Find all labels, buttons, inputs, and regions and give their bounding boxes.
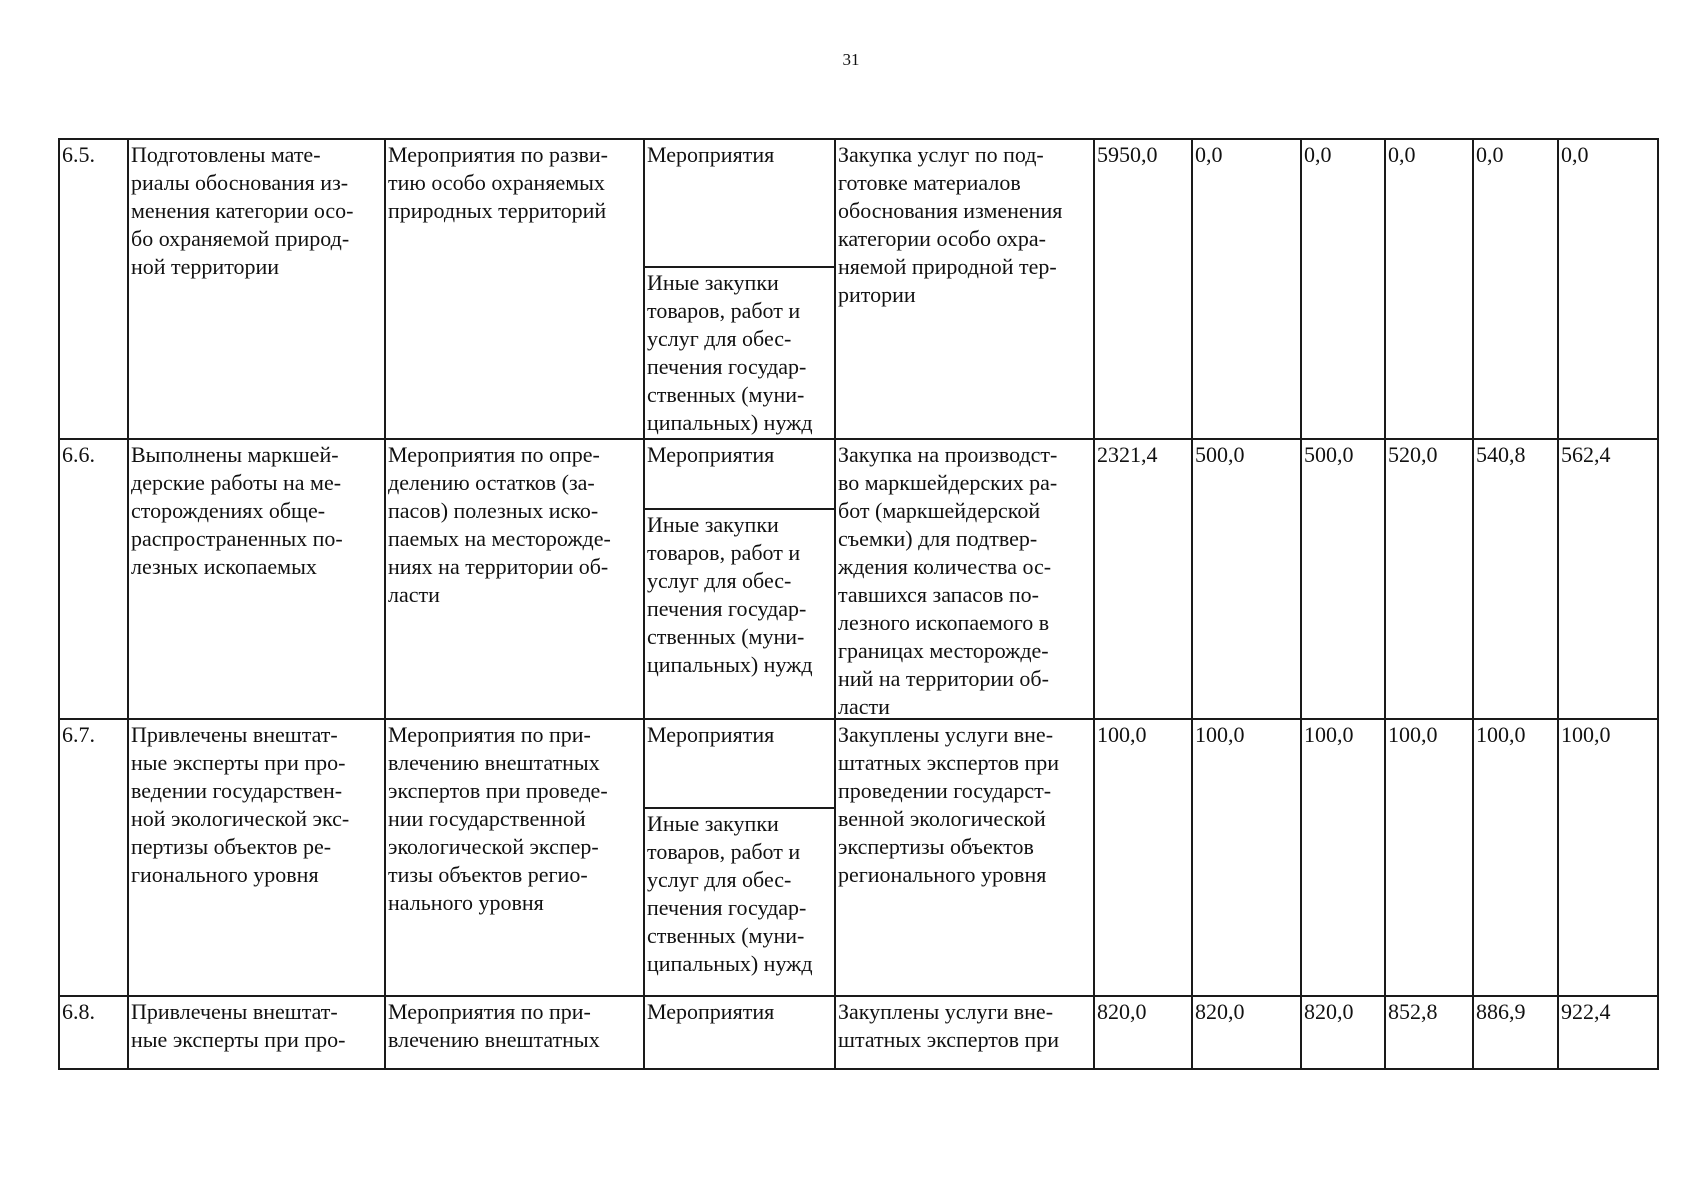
value-cell: 0,0 (1195, 142, 1223, 167)
result-cell: Выполнены маркшей- дерские работы на ме- сторождениях обще- распространенных по- лезных ископаемых (131, 442, 343, 579)
column-border-line (1657, 138, 1659, 1070)
value-cell: 886,9 (1476, 999, 1526, 1024)
value-cell: 0,0 (1476, 142, 1504, 167)
value-cell: 500,0 (1195, 442, 1245, 467)
value-cell: 0,0 (1561, 142, 1589, 167)
value-cell: 100,0 (1097, 722, 1147, 747)
value-cell: 100,0 (1304, 722, 1354, 747)
value-cell: 852,8 (1388, 999, 1438, 1024)
expense-type-cell: Мероприятия (647, 722, 775, 747)
row-border-line (58, 438, 1659, 440)
row-number: 6.5. (62, 142, 95, 167)
expense-type-cell: Мероприятия (647, 999, 775, 1024)
column-border-line (58, 138, 60, 1070)
data-table (58, 138, 1657, 1068)
row-number: 6.6. (62, 442, 95, 467)
activity-cell: Мероприятия по разви- тию особо охраняемых природных территорий (388, 142, 608, 223)
cell-divider-line (643, 807, 834, 809)
expense-type-cell: Иные закупки товаров, работ и услуг для обес- печения государ- ственных (муни- ципальных) нужд (647, 811, 813, 976)
value-cell: 540,8 (1476, 442, 1526, 467)
row-number: 6.8. (62, 999, 95, 1024)
value-cell: 5950,0 (1097, 142, 1158, 167)
value-cell: 100,0 (1561, 722, 1611, 747)
column-border-line (1472, 138, 1474, 1070)
row-number: 6.7. (62, 722, 95, 747)
value-cell: 2321,4 (1097, 442, 1158, 467)
column-border-line (1384, 138, 1386, 1070)
activity-cell: Мероприятия по опре- делению остатков (за- пасов) полезных иско- паемых на месторожде- ниях на территории об- ласти (388, 442, 611, 607)
row-border-line (58, 1068, 1659, 1070)
description-cell: Закупка на производст- во маркшейдерских ра- бот (маркшейдерской съемки) для подтвер- ждения количества ос- тавшихся запасов по- лезного ископаемого в границах месторожде- ний на территории об- ласти (838, 442, 1058, 719)
row-border-line (58, 995, 1659, 997)
activity-cell: Мероприятия по при- влечению внештатных (388, 999, 600, 1052)
result-cell: Подготовлены мате- риалы обоснования из- менения категории осо- бо охраняемой природ- ной территории (131, 142, 354, 279)
cell-divider-line (643, 266, 834, 268)
expense-type-cell: Мероприятия (647, 142, 775, 167)
column-border-line (1300, 138, 1302, 1070)
cell-divider-line (643, 508, 834, 510)
value-cell: 0,0 (1304, 142, 1332, 167)
column-border-line (1557, 138, 1559, 1070)
expense-type-cell: Иные закупки товаров, работ и услуг для обес- печения государ- ственных (муни- ципальных) нужд (647, 512, 813, 677)
value-cell: 0,0 (1388, 142, 1416, 167)
expense-type-cell: Мероприятия (647, 442, 775, 467)
value-cell: 100,0 (1195, 722, 1245, 747)
result-cell: Привлечены внештат- ные эксперты при про- (131, 999, 346, 1052)
description-cell: Закупка услуг по под- готовке материалов обоснования изменения категории особо охра- няемой природной тер- ритории (838, 142, 1063, 307)
result-cell: Привлечены внештат- ные эксперты при про- ведении государствен- ной экологической экс- пертизы объектов ре- гионального уровня (131, 722, 350, 887)
column-border-line (1093, 138, 1095, 1070)
row-border-line (58, 138, 1659, 140)
value-cell: 820,0 (1195, 999, 1245, 1024)
value-cell: 100,0 (1476, 722, 1526, 747)
value-cell: 820,0 (1304, 999, 1354, 1024)
value-cell: 820,0 (1097, 999, 1147, 1024)
value-cell: 500,0 (1304, 442, 1354, 467)
activity-cell: Мероприятия по при- влечению внештатных экспертов при проведе- нии государственной экологической экспер- тизы объектов регио- нального уровня (388, 722, 608, 915)
value-cell: 562,4 (1561, 442, 1611, 467)
value-cell: 100,0 (1388, 722, 1438, 747)
expense-type-cell: Иные закупки товаров, работ и услуг для обес- печения государ- ственных (муни- ципальных) нужд (647, 270, 813, 435)
page-number: 31 (842, 50, 860, 69)
value-cell: 922,4 (1561, 999, 1611, 1024)
value-cell: 520,0 (1388, 442, 1438, 467)
description-cell: Закуплены услуги вне- штатных экспертов при проведении государст- венной экологической экспертизы объектов регионального уровня (838, 722, 1060, 887)
description-cell: Закуплены услуги вне- штатных экспертов при (838, 999, 1060, 1052)
column-border-line (1191, 138, 1193, 1070)
